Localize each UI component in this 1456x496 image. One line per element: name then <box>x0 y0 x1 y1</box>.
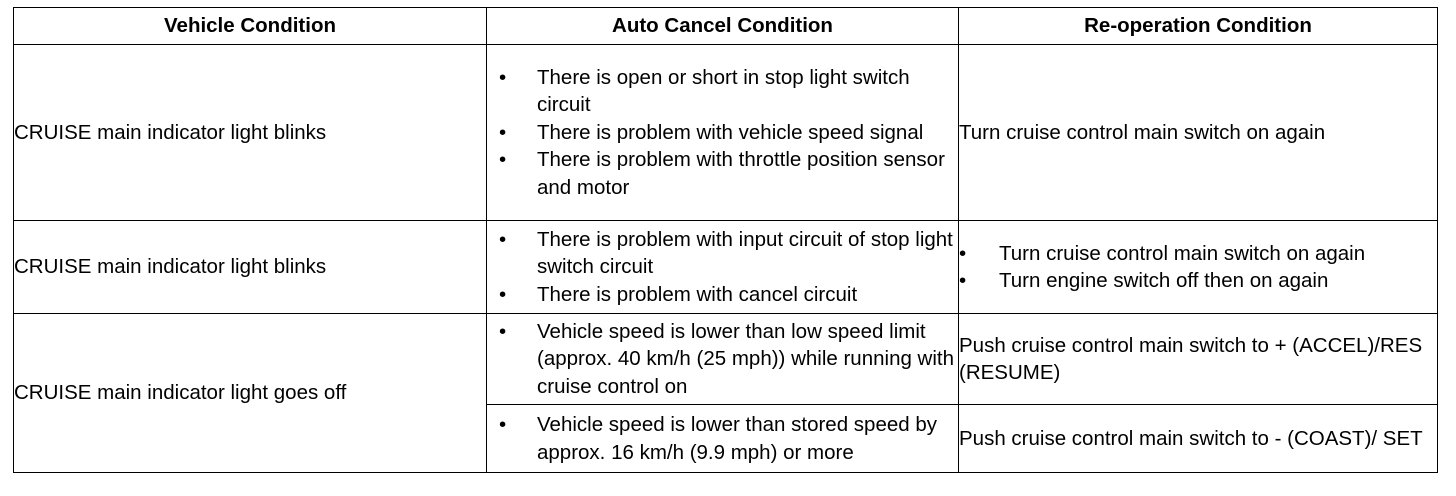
header-row <box>14 8 1438 45</box>
reoperation-cell: Turn cruise control main switch on again <box>959 45 1438 221</box>
list-item-text: There is open or short in stop light switch circuit <box>537 65 910 117</box>
reoperation-cell: Push cruise control main switch to - (COAST)/ SET <box>959 405 1438 473</box>
list-item <box>487 411 958 466</box>
list-item-text: There is problem with vehicle speed signal <box>537 120 924 144</box>
auto-cancel-cell <box>487 45 959 221</box>
bullet-icon: • <box>959 269 967 292</box>
bullet-icon: • <box>499 282 507 306</box>
bullet-icon: • <box>499 319 507 343</box>
list-item <box>487 119 958 147</box>
auto-cancel-cell <box>487 405 959 473</box>
list-item <box>959 267 1437 295</box>
auto-cancel-cell <box>487 314 959 405</box>
list-item-text: There is problem with cancel circuit <box>537 282 858 306</box>
vehicle-condition-cell: CRUISE main indicator light blinks <box>14 45 487 221</box>
list-item-text: There is problem with throttle position sensor and motor <box>537 148 945 199</box>
auto-cancel-list <box>487 226 958 309</box>
vehicle-condition-cell: CRUISE main indicator light blinks <box>14 221 487 314</box>
table-row <box>14 45 1438 221</box>
bullet-icon: • <box>499 227 507 251</box>
header-auto-cancel-condition: Auto Cancel Condition <box>487 8 959 45</box>
table-row <box>14 221 1438 314</box>
list-item-text: There is problem with input circuit of stop light switch circuit <box>537 227 953 279</box>
auto-cancel-list <box>487 411 958 466</box>
bullet-icon: • <box>499 413 507 436</box>
bullet-icon: • <box>959 241 967 265</box>
list-item-text: Vehicle speed is lower than stored speed by approx. 16 km/h (9.9 mph) or more <box>537 413 938 464</box>
auto-cancel-list <box>487 318 958 401</box>
list-item <box>487 64 958 119</box>
list-item <box>487 281 958 309</box>
reoperation-cell: Push cruise control main switch to + (ACCEL)/RES (RESUME) <box>959 314 1438 405</box>
table-row <box>14 314 1438 405</box>
list-item <box>487 318 958 401</box>
cruise-control-condition-table <box>13 7 1438 473</box>
auto-cancel-list <box>487 64 958 202</box>
bullet-icon: • <box>499 120 507 144</box>
header-reoperation-condition: Re-operation Condition <box>959 8 1438 45</box>
reoperation-list <box>959 240 1437 295</box>
list-item <box>487 226 958 281</box>
list-item-text: Turn engine switch off then on again <box>999 269 1329 292</box>
vehicle-condition-cell: CRUISE main indicator light goes off <box>14 314 487 473</box>
header-vehicle-condition: Vehicle Condition <box>14 8 487 45</box>
bullet-icon: • <box>499 65 507 89</box>
list-item-text: Vehicle speed is lower than low speed limit (approx. 40 km/h (25 mph)) while running with cruise control on <box>537 319 955 398</box>
list-item <box>959 240 1437 268</box>
list-item-text: Turn cruise control main switch on again <box>999 241 1366 265</box>
bullet-icon: • <box>499 148 507 172</box>
auto-cancel-cell <box>487 221 959 314</box>
list-item <box>487 146 958 201</box>
reoperation-cell <box>959 221 1438 314</box>
